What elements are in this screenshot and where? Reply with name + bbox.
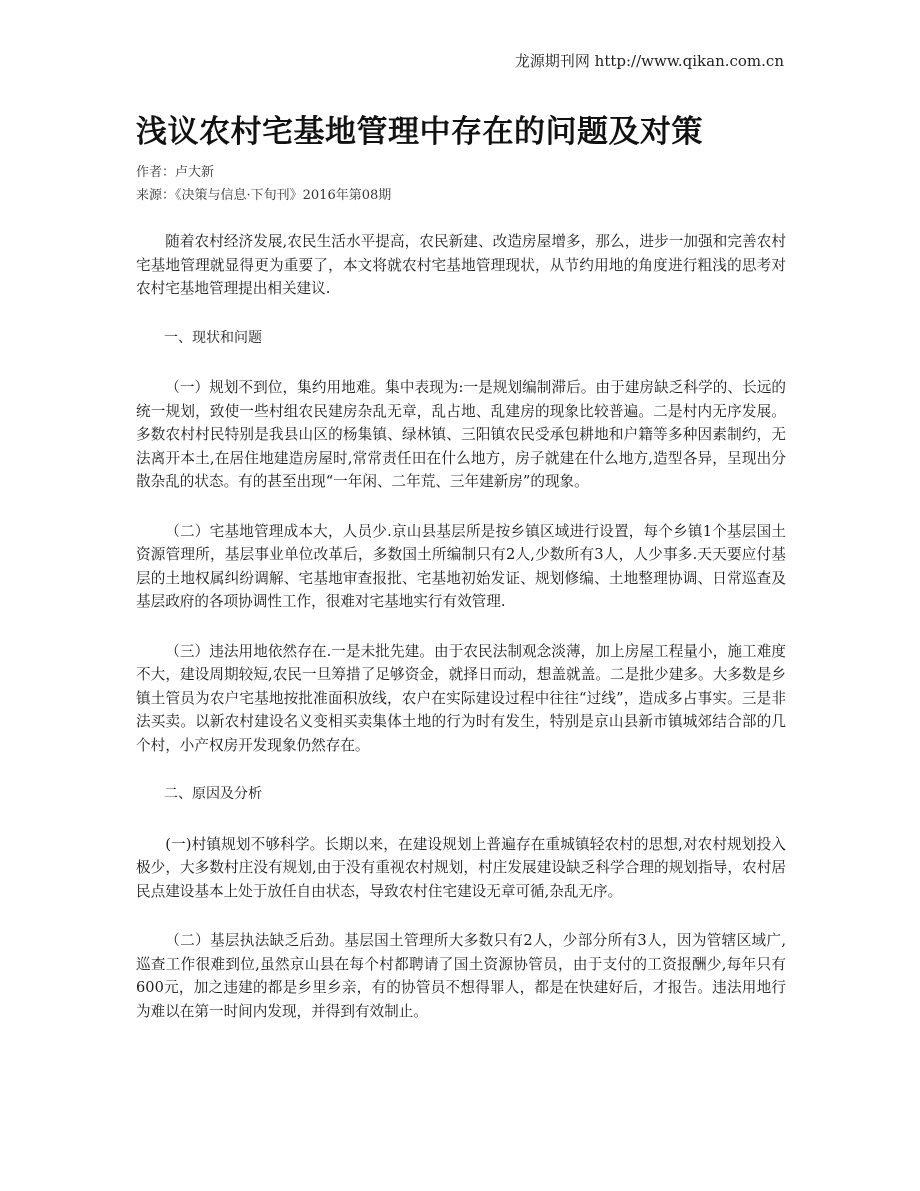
section-heading-2: 二、原因及分析: [164, 786, 262, 802]
article-title: 浅议农村宅基地管理中存在的问题及对策: [136, 114, 703, 150]
paragraph-1-3: （三）违法用地依然存在.一是未批先建。由于农民法制观念淡薄，加上房屋工程量小，施工难度不大，建设周期较短,农民一旦筹措了足够资金，就择日而动，想盖就盖。二是批少建多。大多数是乡镇土管员为农户宅基地按批准面积放线，农户在实际建设过程中往往“过线”，造成多占事实。三是非法买卖。以新农村建设名义变相买卖集体土地的行为时有发生，特别是京山县新市镇城郊结合部的几个村，小产权房开发现象仍然存在。: [136, 642, 786, 754]
paragraph-2-1: (一)村镇规划不够科学。长期以来，在建设规划上普遍存在重城镇轻农村的思想,对农村规划投入极少，大多数村庄没有规划,由于没有重视农村规划，村庄发展建设缺乏科学合理的规划指导，农村居民点建设基本上处于放任自由状态，导致农村住宅建设无章可循,杂乱无序。: [136, 835, 786, 900]
site-header: 龙源期刊网 http://www.qikan.com.cn: [514, 52, 784, 70]
paragraph-2-2: （二）基层执法缺乏后劲。基层国土管理所大多数只有2人，少部分所有3人，因为管辖区域广,巡查工作很难到位,虽然京山县在每个村都聘请了国土资源协管员，由于支付的工资报酬少,每年只有600元，加之违建的都是乡里乡亲，有的协管员不想得罪人，都是在快建好后，才报告。违法用地行为难以在第一时间内发现，并得到有效制止。: [136, 932, 786, 1020]
paragraph-1-1: （一）规划不到位，集约用地难。集中表现为:一是规划编制滞后。由于建房缺乏科学的、长远的统一规划，致使一些村组农民建房杂乱无章，乱占地、乱建房的现象比较普遍。二是村内无序发展。多数农村村民特别是我县山区的杨集镇、绿林镇、三阳镇农民受承包耕地和户籍等多种因素制约，无法离开本土,在居住地建造房屋时,常常责任田在什么地方，房子就建在什么地方,造型各异，呈现出分散杂乱的状态。有的甚至出现“一年闲、二年荒、三年建新房”的现象。: [136, 379, 786, 490]
author-line: 作者：卢大新: [136, 165, 215, 180]
article-body: [136, 230, 786, 1049]
section-heading-1: 一、现状和问题: [164, 329, 262, 346]
paragraph-1-2: （二）宅基地管理成本大，人员少.京山县基层所是按乡镇区域进行设置，每个乡镇1个基层国土资源管理所，基层事业单位改革后，多数国土所编制只有2人,少数所有3人，人少事多.天天要应付基层的土地权属纠纷调解、宅基地审查报批、宅基地初始发证、规划修编、土地整理协调、日常巡查及基层政府的各项协调性工作，很难对宅基地实行有效管理.: [136, 522, 786, 610]
paragraph-intro: 随着农村经济发展,农民生活水平提高，农民新建、改造房屋增多，那么，进步一加强和完善农村宅基地管理就显得更为重要了，本文将就农村宅基地管理现状，从节约用地的角度进行粗浅的思考对农村宅基地管理提出相关建议.: [136, 233, 786, 297]
source-line: 来源：《决策与信息·下旬刊》2016年第08期: [136, 188, 392, 203]
